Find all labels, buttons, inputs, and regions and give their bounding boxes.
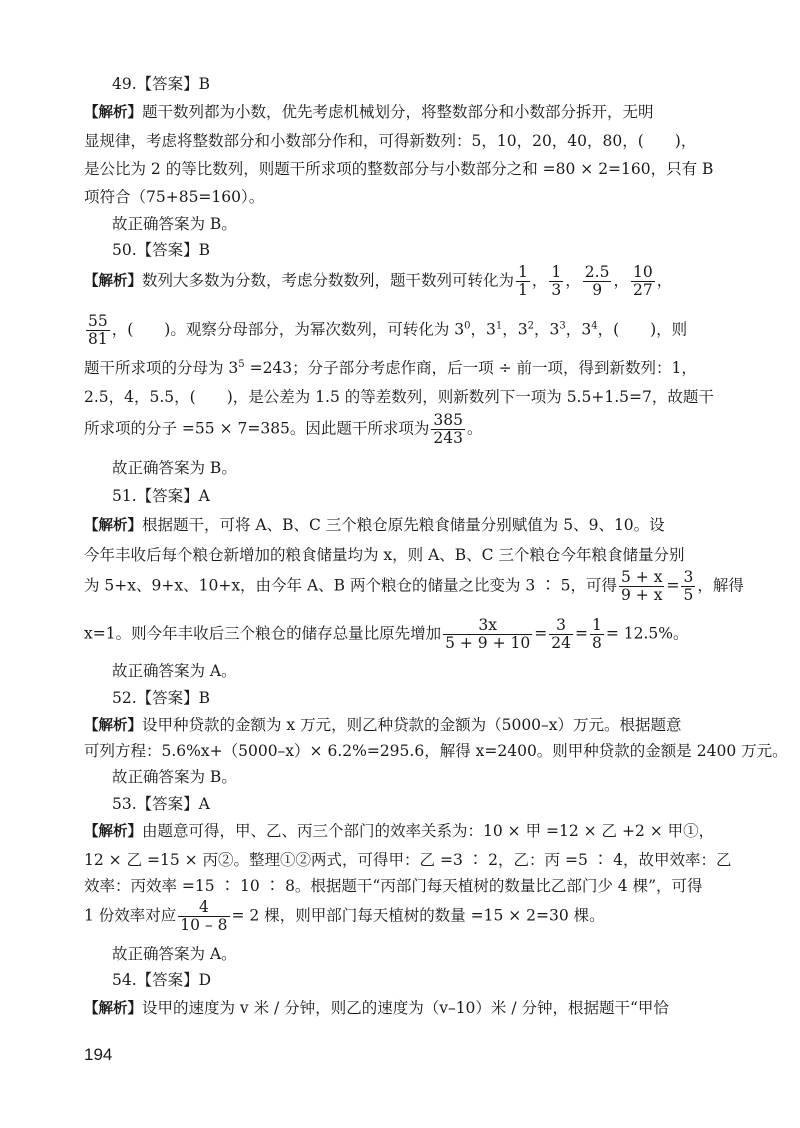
fraction-2.5-9: $\frac{2.5}{9}$: [584, 263, 610, 299]
fraction-3-5: $\frac{3}{5}$: [683, 568, 694, 604]
q53-line-3: 效率：丙效率 =15 ∶ 10 ∶ 8。根据题干“丙部门每天植树的数量比乙部门少 4 棵”，可得: [84, 877, 703, 895]
q50-line-3: 题干所求项的分母为 $3^5 =243$；分子部分考虑作商，后一项 ÷ 前一项，得到新数列：1，: [84, 359, 697, 378]
q49-line-2: 显规律，考虑将整数部分和小数部分作和，可得新数列：5，10，20，40，80，( )，: [84, 132, 697, 150]
fraction-3-24: $\frac{3}{24}$: [551, 616, 571, 652]
q51-conclusion: 故正确答案为 A。: [112, 662, 237, 680]
q50-answer: 50.【答案】B: [112, 241, 211, 259]
q50-line-4: 2.5，4，5.5，( )，是公差为 1.5 的等差数列，则新数列下一项为 5.5+1.5=7，故题干: [84, 388, 714, 406]
q52-line-2: 可列方程：5.6%x+（5000–x）× 6.2%=295.6，解得 x=2400。则甲种贷款的金额是 2400 万元。: [84, 742, 788, 760]
q50-line-5: 所求项的分子 =55 × 7=385。因此题干所求项为 $\frac{385}{243}$ 。: [84, 411, 483, 447]
q49-conclusion: 故正确答案为 B。: [112, 215, 237, 233]
fraction-1-8: $\frac{1}{8}$: [591, 616, 602, 652]
analysis-label: 【解析】: [84, 273, 142, 290]
fraction-4-2: $\frac{4}{10 - 8}$: [180, 898, 228, 934]
q50-line-2: $\frac{55}{81}$ ，( )。观察分母部分，为幂次数列，可转化为 $3^0$，$3^1$，$3^2$，$3^3$，$3^4$，( )，则: [88, 312, 688, 348]
q51-answer: 51.【答案】A: [112, 487, 210, 505]
q52-answer: 52.【答案】B: [112, 689, 211, 707]
q51-line-3: 为 5+x、9+x、10+x，由今年 A、B 两个粮仓的储量之比变为 3 ∶ 5，可得 $\frac{5 + x}{9 + x}$ = $\frac{3}{5}$ ，解得: [84, 568, 744, 604]
q54-line-1: 【解析】设甲的速度为 v 米 / 分钟，则乙的速度为（v–10）米 / 分钟，根据题干“甲恰: [84, 999, 669, 1017]
q51-line-1: 【解析】根据题干，可将 A、B、C 三个粮仓原先粮食储量分别赋值为 5、9、10。设: [84, 516, 665, 534]
q53-line-1: 【解析】由题意可得，甲、乙、丙三个部门的效率关系为：10 × 甲 =12 × 乙 +2 × 甲①，: [84, 822, 715, 840]
q51-line-2: 今年丰收后每个粮仓新增加的粮食储量均为 x，则 A、B、C 三个粮仓今年粮食储量分别: [84, 546, 685, 564]
fraction-10-27: $\frac{10}{27}$: [632, 263, 653, 299]
q51-line-4: x=1。则今年丰收后三个粮仓的储存总量比原先增加 $\frac{3x}{5 + 9 + 10}$ = $\frac{3}{24}$ = $\frac{1}{8}$ = 12.5%。: [84, 616, 689, 652]
fraction-385-243: $\frac{385}{243}$: [433, 411, 464, 447]
analysis-label: 【解析】: [84, 518, 142, 534]
q50-conclusion: 故正确答案为 B。: [112, 459, 237, 477]
q49-line-3: 是公比为 2 的等比数列，则题干所求项的整数部分与小数部分之和 =80 × 2=160，只有 B: [84, 160, 714, 178]
fraction-3x-24: $\frac{3x}{5 + 9 + 10}$: [445, 616, 531, 652]
analysis-label: 【解析】: [84, 105, 142, 121]
q49-line-4: 项符合（75+85=160）。: [84, 188, 265, 206]
q49-line-1: 【解析】题干数列都为小数，优先考虑机械划分，将整数部分和小数部分拆开，无明: [84, 103, 654, 121]
q53-conclusion: 故正确答案为 A。: [112, 945, 237, 963]
analysis-label: 【解析】: [84, 1001, 142, 1017]
q53-answer: 53.【答案】A: [112, 795, 210, 813]
q53-line-2: 12 × 乙 =15 × 丙②。整理①②两式，可得甲：乙 =3 ∶ 2，乙：丙 =5 ∶ 4，故甲效率：乙: [84, 851, 732, 869]
fraction-1-1: $\frac{1}{1}$: [518, 263, 528, 299]
fraction-5x-9x: $\frac{5 + x}{9 + x}$: [621, 568, 663, 604]
q54-answer: 54.【答案】D: [112, 971, 212, 989]
q50-line-1: 【解析】数列大多数为分数，考虑分数数列，题干数列可转化为 $\frac{1}{1}$ ， $\frac{1}{3}$ ， $\frac{2.5}{9}$ ， $\frac{10}{27}$ ，: [84, 263, 673, 299]
analysis-label: 【解析】: [84, 718, 142, 734]
q53-line-4: 1 份效率对应 $\frac{4}{10 - 8}$ = 2 棵，则甲部门每天植树的数量 =15 × 2=30 棵。: [84, 898, 605, 934]
q52-conclusion: 故正确答案为 B。: [112, 768, 237, 786]
analysis-label: 【解析】: [84, 824, 142, 840]
q49-answer: 49.【答案】B: [112, 75, 211, 93]
fraction-55-81: $\frac{55}{81}$: [88, 312, 108, 348]
page-number: 194: [84, 1045, 113, 1064]
q52-line-1: 【解析】设甲种贷款的金额为 x 万元，则乙种贷款的金额为（5000–x）万元。根据题意: [84, 716, 682, 734]
fraction-1-3: $\frac{1}{3}$: [551, 263, 562, 299]
